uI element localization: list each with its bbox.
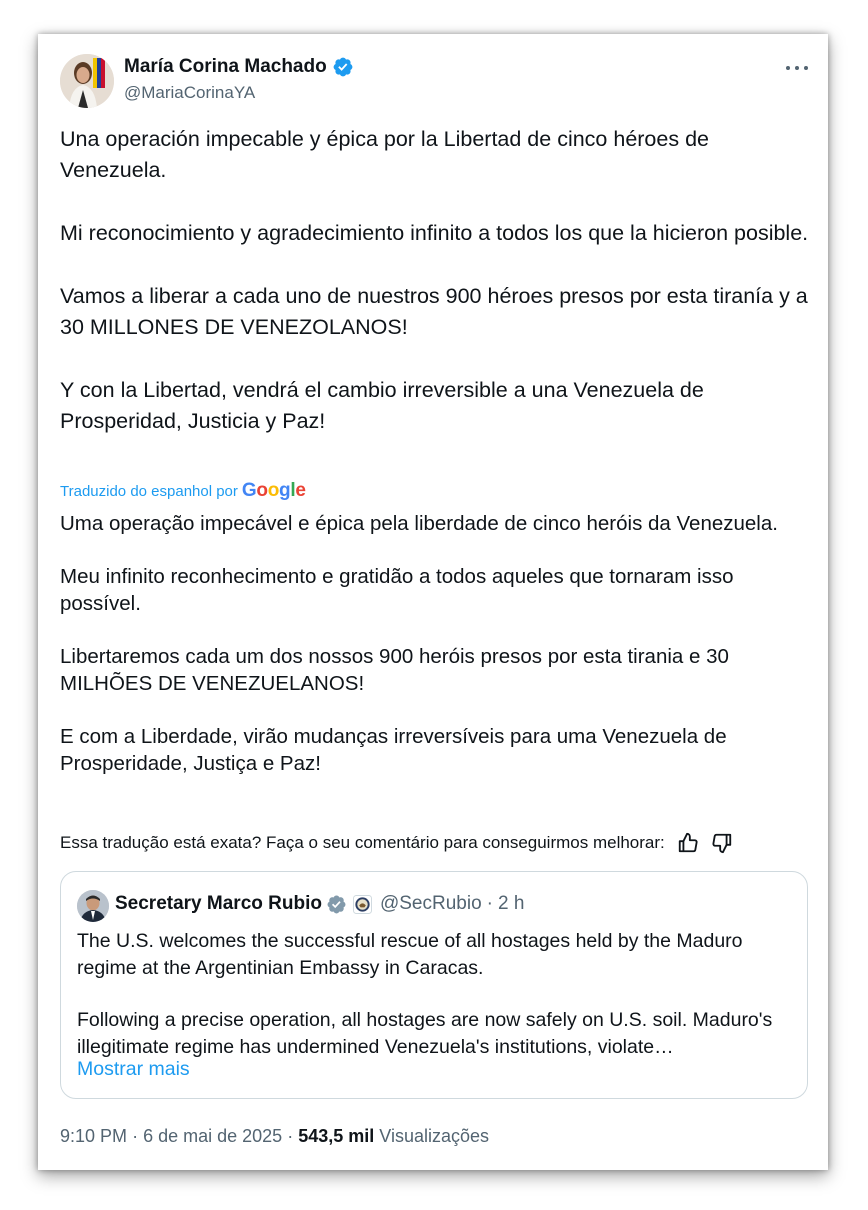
original-paragraph: Una operación impecable y épica por la Libertad de cinco héroes de Venezuela. <box>60 127 709 182</box>
quoted-time[interactable]: 2 h <box>497 893 525 914</box>
original-paragraph: Y con la Libertad, vendrá el cambio irreversible a una Venezuela de Prosperidad, Justicia y Paz! <box>60 378 704 433</box>
quoted-handle[interactable]: @SecRubio <box>379 893 482 914</box>
author-name-row <box>124 56 354 78</box>
translated-by-link[interactable] <box>60 480 306 502</box>
quoted-author-name[interactable]: Secretary Marco Rubio <box>115 893 322 914</box>
translated-paragraph: E com a Liberdade, virão mudanças irreversíveis para uma Venezuela de Prosperidade, Justiça e Paz! <box>60 725 727 775</box>
quoted-header <box>115 893 524 915</box>
show-more-link[interactable]: Mostrar mais <box>77 1058 190 1080</box>
post-time[interactable]: 9:10 PM <box>60 1126 128 1146</box>
tweet-text-original <box>60 124 810 437</box>
translated-paragraph: Meu infinito reconhecimento e gratidão a todos aqueles que tornaram isso possível. <box>60 565 734 615</box>
tweet-text-translated <box>60 510 820 777</box>
translation-feedback <box>60 832 733 854</box>
tweet-meta <box>60 1126 489 1147</box>
verified-badge-icon <box>332 56 354 78</box>
translated-paragraph: Libertaremos cada um dos nossos 900 heróis presos por esta tirania e 30 MILHÕES DE VENEZUELANOS! <box>60 645 729 695</box>
quoted-author-avatar[interactable] <box>77 890 109 922</box>
views-count[interactable]: 543,5 mil <box>298 1126 375 1146</box>
translated-by-label: Traduzido do espanhol por <box>60 483 238 500</box>
post-date[interactable]: 6 de mai de 2025 <box>143 1126 283 1146</box>
feedback-prompt: Essa tradução está exata? Faça o seu comentário para conseguirmos melhorar: <box>60 833 665 852</box>
meta-separator: · <box>132 1126 139 1146</box>
author-avatar[interactable] <box>60 54 114 108</box>
original-paragraph: Vamos a liberar a cada uno de nuestros 900 héroes presos por esta tiranía y a 30 MILLONES DE VENEZOLANOS! <box>60 284 808 339</box>
author-handle[interactable]: @MariaCorinaYA <box>124 83 256 102</box>
google-logo: Google <box>241 480 306 501</box>
original-paragraph: Mi reconocimiento y agradecimiento infinito a todos los que la hicieron posible. <box>60 221 809 245</box>
thumbs-up-icon[interactable] <box>677 832 699 854</box>
government-badge-icon <box>326 894 347 915</box>
government-seal-icon <box>353 895 372 914</box>
quoted-tweet[interactable] <box>60 871 808 1099</box>
more-icon[interactable] <box>786 62 808 74</box>
meta-separator: · <box>287 1126 294 1146</box>
views-label: Visualizações <box>379 1126 490 1146</box>
thumbs-down-icon[interactable] <box>711 832 733 854</box>
author-name[interactable]: María Corina Machado <box>124 56 327 77</box>
translated-paragraph: Uma operação impecável e épica pela liberdade de cinco heróis da Venezuela. <box>60 512 778 535</box>
tweet-card <box>38 34 828 1170</box>
quoted-separator: · <box>486 893 493 914</box>
quoted-paragraph: Following a precise operation, all hostages are now safely on U.S. soil. Maduro's illegitimate regime has undermined Venezuela's institutions, violate… <box>77 1009 773 1058</box>
quoted-paragraph: The U.S. welcomes the successful rescue of all hostages held by the Maduro regime at the Argentinian Embassy in Caracas. <box>77 930 743 979</box>
